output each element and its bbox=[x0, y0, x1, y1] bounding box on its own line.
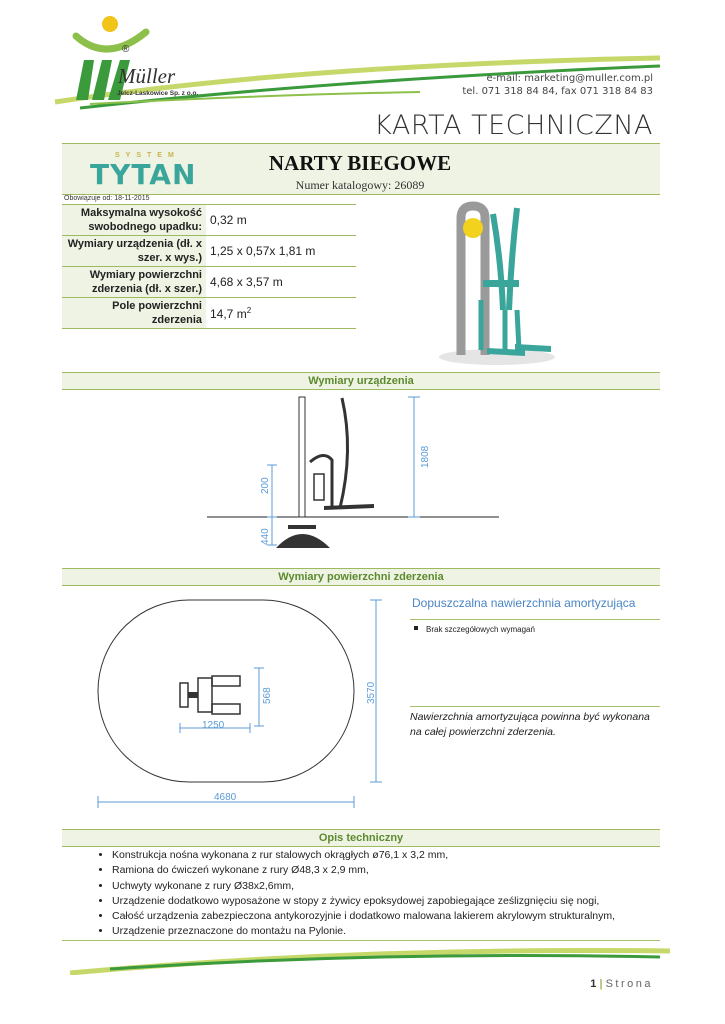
section-technical: Opis techniczny bbox=[62, 829, 660, 847]
contact-info bbox=[462, 72, 653, 98]
surface-note: Nawierzchnia amortyzująca powinna być wykonana na całej powierzchni zderzenia. bbox=[410, 711, 650, 738]
surface-title: Dopuszczalna nawierzchnia amortyzująca bbox=[412, 596, 636, 610]
list-item: • Całość urządzenia zabezpieczona antykorozyjnie i dodatkowo malowana lakierem akrylowym strukturalnym, bbox=[112, 909, 672, 924]
logo-company-name: Müller bbox=[118, 64, 176, 88]
list-bottom-rule bbox=[62, 940, 660, 941]
list-item: • Konstrukcja nośna wykonana z rur stalowych okrągłych ø76,1 x 3,2 mm, bbox=[112, 848, 672, 863]
dim-label-height: 1808 bbox=[420, 445, 431, 468]
catalog-number: Numer katalogowy: 26089 bbox=[295, 178, 425, 192]
technical-list bbox=[62, 848, 672, 940]
bullet-square bbox=[414, 626, 418, 630]
section-impact-area: Wymiary powierzchni zderzenia bbox=[62, 568, 660, 586]
surface-divider-top bbox=[410, 619, 660, 620]
spec-label: Wymiary powierzchni zderzenia (dł. x szer.) bbox=[62, 267, 206, 298]
dim-label-area-height: 3570 bbox=[366, 681, 377, 704]
tytan-brand-sub: SYSTEM bbox=[115, 152, 180, 159]
spec-value: 4,68 x 3,57 m bbox=[206, 267, 356, 298]
dim-label-width: 568 bbox=[262, 687, 273, 704]
phone-text: tel. 071 318 84 84, fax 071 318 84 83 bbox=[462, 86, 653, 97]
footer-swoosh bbox=[0, 945, 725, 975]
surface-divider-bottom bbox=[410, 706, 660, 707]
page-label: Strona bbox=[605, 978, 653, 990]
spec-value: 0,32 m bbox=[206, 205, 356, 236]
spec-label: Wymiary urządzenia (dł. x szer. x wys.) bbox=[62, 236, 206, 267]
dim-label-upper: 200 bbox=[260, 477, 271, 494]
spec-table bbox=[62, 204, 356, 329]
logo-registered: ® bbox=[122, 44, 130, 55]
dim-label-length: 1250 bbox=[202, 720, 225, 731]
dim-label-area-length: 4680 bbox=[214, 792, 237, 803]
footer-separator: | bbox=[599, 978, 603, 990]
dim-label-lower: 440 bbox=[260, 528, 271, 545]
email-text: e-mail: marketing@muller.com.pl bbox=[486, 73, 653, 84]
spec-value: 1,25 x 0,57x 1,81 m bbox=[206, 236, 356, 267]
spec-row bbox=[62, 205, 356, 236]
spec-value bbox=[206, 298, 356, 329]
spec-label: Pole powierzchni zderzenia bbox=[62, 298, 206, 329]
section-dimensions: Wymiary urządzenia bbox=[62, 372, 660, 390]
list-item: • Urządzenie przeznaczone do montażu na Pylonie. bbox=[112, 924, 672, 939]
spec-label: Maksymalna wysokość swobodnego upadku: bbox=[62, 205, 206, 236]
valid-from: Obowiązuje od: 18-11-2015 bbox=[64, 195, 150, 202]
document-title: KARTA TECHNICZNA bbox=[374, 110, 653, 141]
spec-row bbox=[62, 298, 356, 329]
surface-requirement: Brak szczegółowych wymagań bbox=[426, 625, 535, 634]
impact-area-drawing bbox=[62, 588, 392, 813]
spec-row bbox=[62, 236, 356, 267]
page-footer bbox=[590, 978, 653, 990]
list-item: • Uchwyty wykonane z rury Ø38x2,6mm, bbox=[112, 879, 672, 894]
tytan-logo: TYTAN bbox=[90, 158, 197, 191]
list-item: • Ramiona do ćwiczeń wykonane z rury Ø48,3 x 2,9 mm, bbox=[112, 863, 672, 878]
product-name: NARTY BIEGOWE bbox=[268, 151, 452, 175]
logo-company-sub: Jelcz-Laskowice Sp. z o.o. bbox=[117, 90, 199, 97]
area-unit-sup: 2 bbox=[246, 305, 252, 315]
area-value: 14,7 m bbox=[210, 306, 247, 321]
product-image bbox=[425, 200, 570, 370]
side-elevation-drawing bbox=[62, 390, 502, 560]
page-number: 1 bbox=[590, 978, 597, 990]
list-item: • Urządzenie dodatkowo wyposażone w stopy z żywicy epoksydowej zapobiegające ześlizgnięciu się nogi, bbox=[112, 894, 672, 909]
spec-row bbox=[62, 267, 356, 298]
